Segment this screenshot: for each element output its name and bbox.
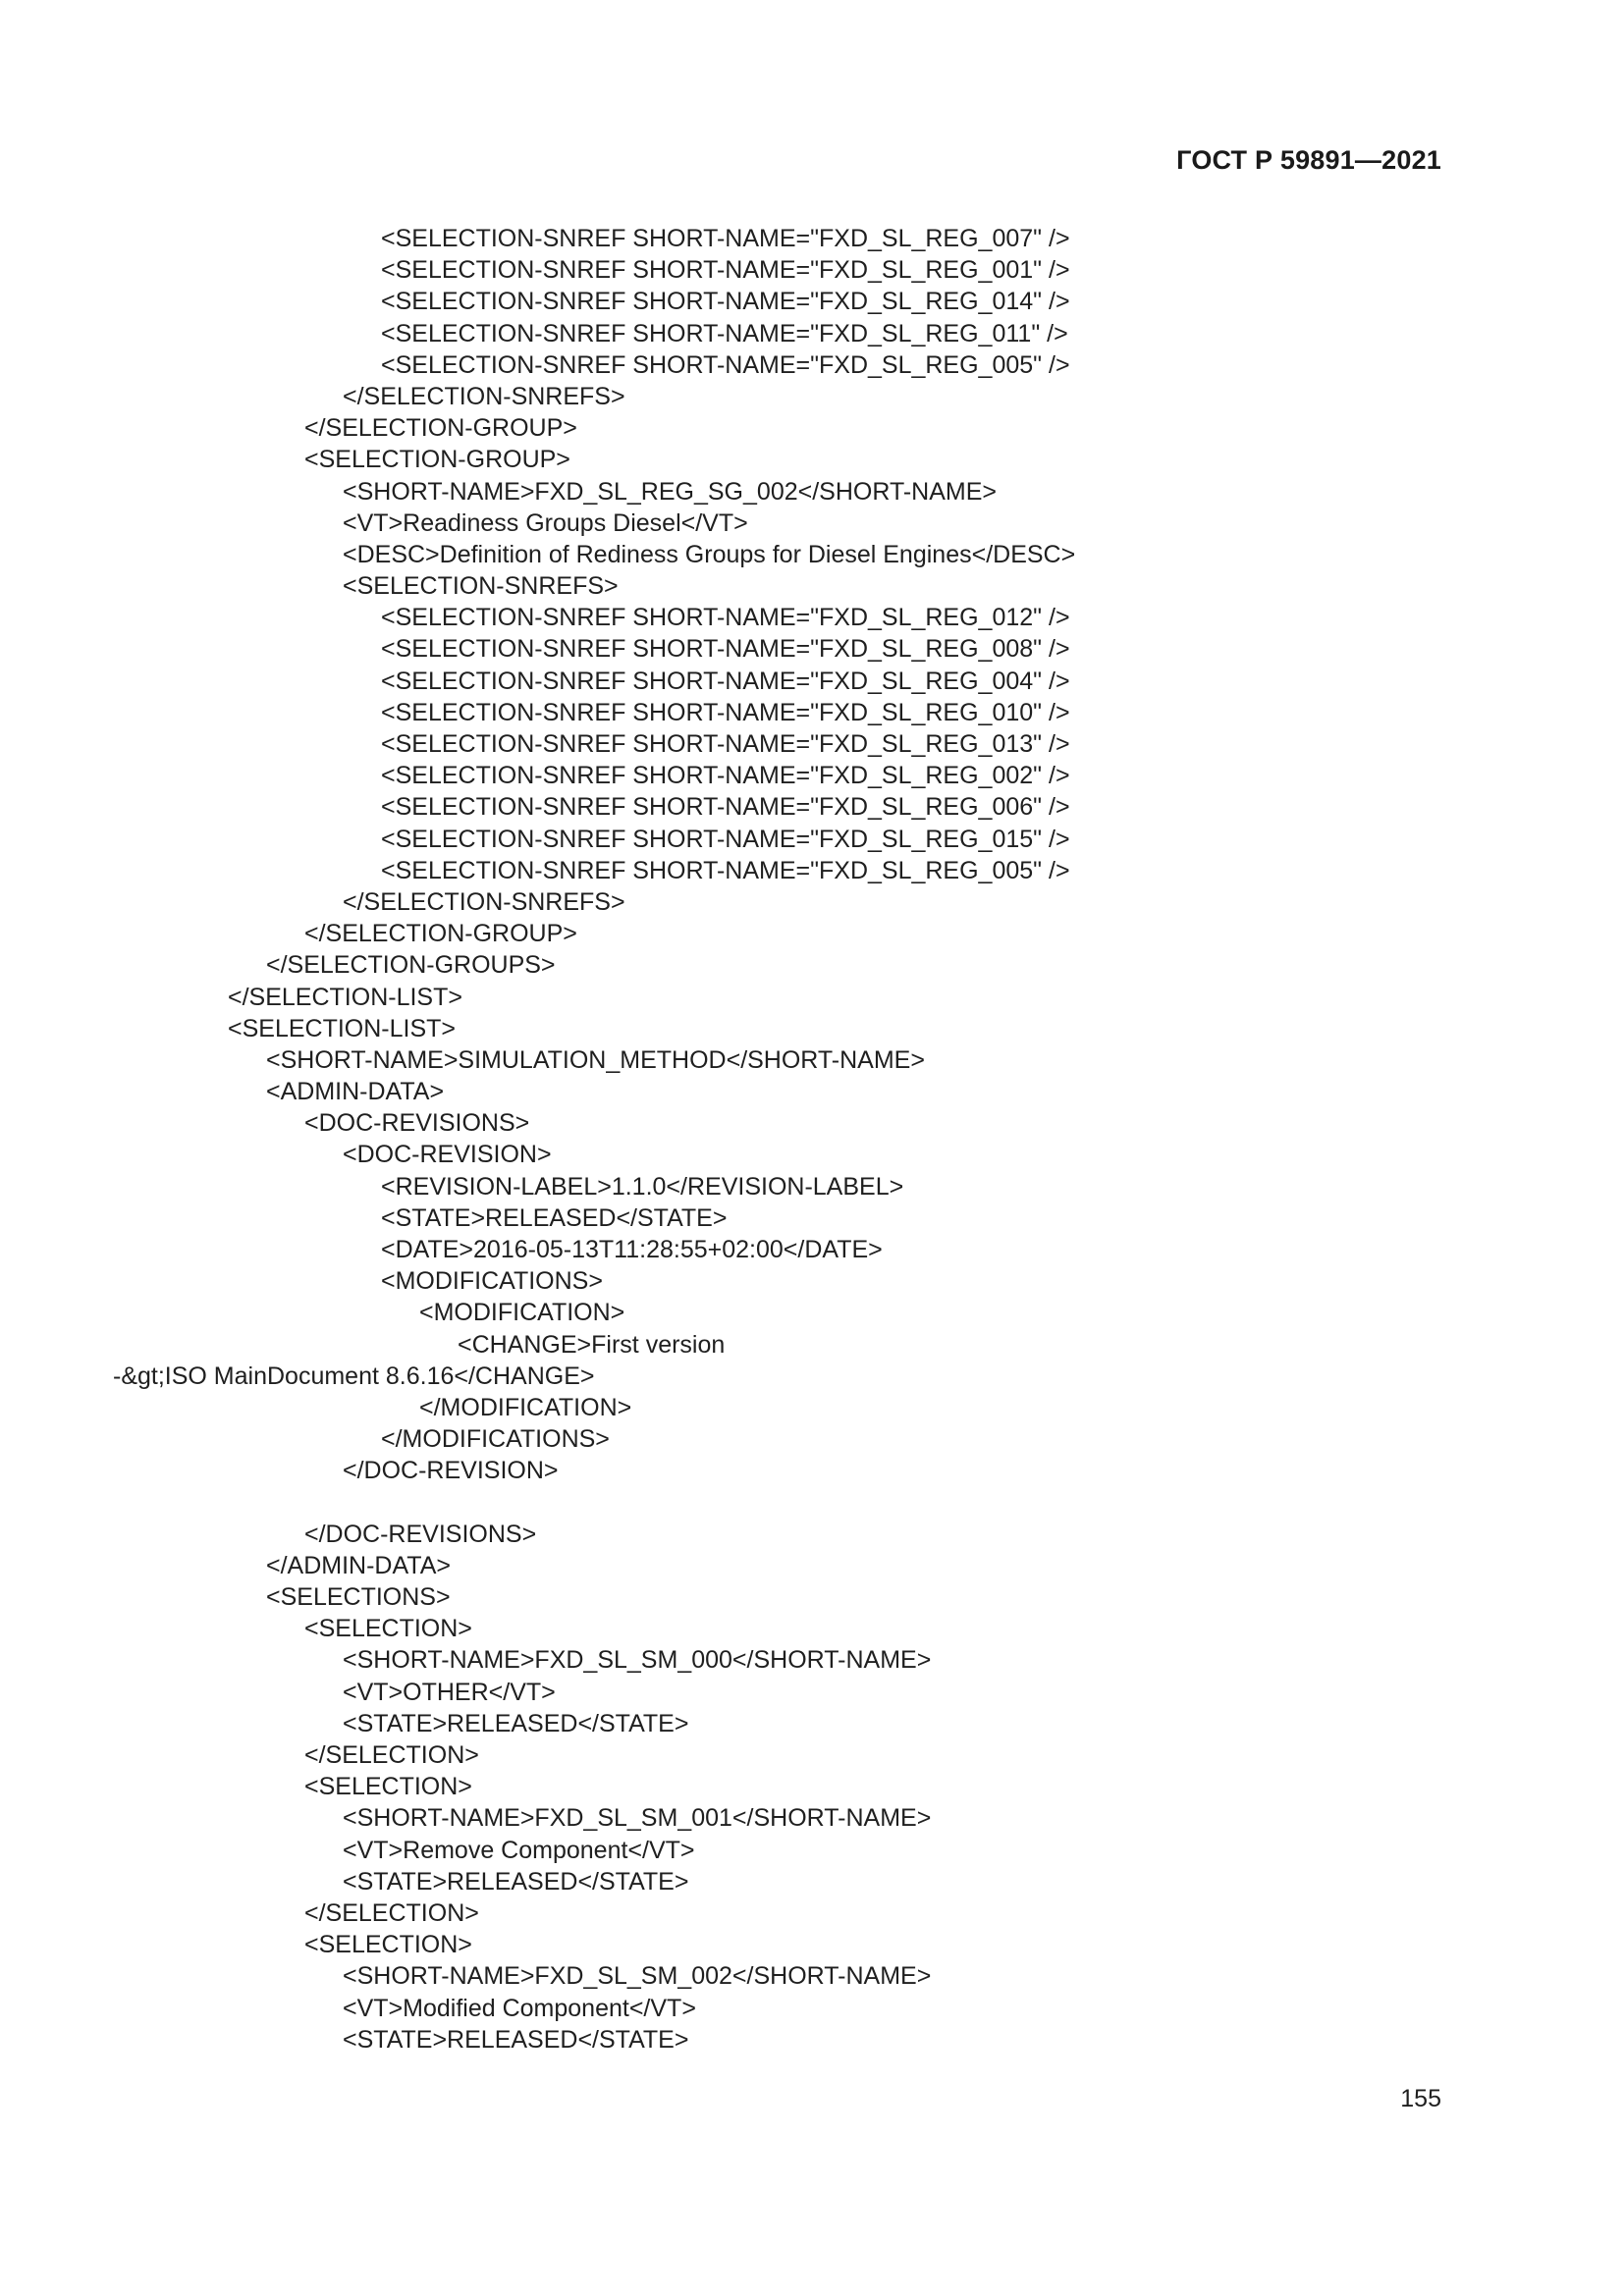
code-line: <SELECTION-SNREF SHORT-NAME="FXD_SL_REG_008" />: [381, 635, 1070, 664]
code-line: </SELECTION-LIST>: [228, 983, 462, 1011]
code-line: <SELECTION-SNREF SHORT-NAME="FXD_SL_REG_005" />: [381, 856, 1070, 884]
code-line: </SELECTION-SNREFS>: [343, 887, 625, 916]
code-line: <SHORT-NAME>FXD_SL_SM_000</SHORT-NAME>: [343, 1646, 932, 1675]
code-line: <SELECTION-SNREF SHORT-NAME="FXD_SL_REG_005" />: [381, 350, 1070, 379]
code-line: <DOC-REVISIONS>: [304, 1109, 530, 1138]
code-line: <SELECTION-GROUP>: [304, 446, 570, 474]
code-line: </DOC-REVISION>: [343, 1457, 559, 1485]
code-line: <STATE>RELEASED</STATE>: [343, 2025, 689, 2054]
code-line: <CHANGE>First version: [458, 1330, 726, 1359]
code-line: </SELECTION-GROUP>: [304, 920, 577, 948]
code-line: <DOC-REVISION>: [343, 1141, 552, 1169]
code-line: <SELECTION-SNREF SHORT-NAME="FXD_SL_REG_013" />: [381, 730, 1070, 758]
code-line: <VT>OTHER</VT>: [343, 1678, 556, 1706]
standard-code-header: ГОСТ Р 59891—2021: [1176, 145, 1441, 175]
code-line: [0, 1487, 1624, 1519]
code-line: </MODIFICATIONS>: [381, 1425, 610, 1454]
code-line: -&gt;ISO MainDocument 8.6.16</CHANGE>: [113, 1362, 595, 1390]
code-line: <SELECTION-SNREF SHORT-NAME="FXD_SL_REG_001" />: [381, 256, 1070, 285]
code-line: <SELECTION-SNREF SHORT-NAME="FXD_SL_REG_002" />: [381, 762, 1070, 790]
code-line: <SELECTION-SNREF SHORT-NAME="FXD_SL_REG_004" />: [381, 667, 1070, 695]
code-line: <ADMIN-DATA>: [266, 1078, 445, 1106]
code-line: <STATE>RELEASED</STATE>: [343, 1709, 689, 1737]
code-line: <SELECTIONS>: [266, 1583, 451, 1612]
code-line: </SELECTION-GROUP>: [304, 414, 577, 443]
code-line: </DOC-REVISIONS>: [304, 1520, 537, 1548]
code-line: <SELECTION-SNREF SHORT-NAME="FXD_SL_REG_007" />: [381, 225, 1070, 252]
code-line: <SELECTION-SNREF SHORT-NAME="FXD_SL_REG_015" />: [381, 825, 1070, 853]
code-line: <STATE>RELEASED</STATE>: [381, 1203, 728, 1232]
code-line: </MODIFICATION>: [419, 1393, 632, 1421]
code-line: <SHORT-NAME>SIMULATION_METHOD</SHORT-NAME>: [266, 1045, 925, 1074]
code-line: <STATE>RELEASED</STATE>: [343, 1867, 689, 1896]
xml-code-block: [0, 223, 1624, 2056]
code-line: <SELECTION-SNREFS>: [343, 572, 619, 601]
code-line: <SELECTION-SNREF SHORT-NAME="FXD_SL_REG_011" />: [381, 319, 1068, 347]
code-line: </SELECTION-GROUPS>: [266, 951, 556, 980]
code-line: <SELECTION>: [304, 1615, 472, 1643]
code-line: <SELECTION>: [304, 1773, 472, 1801]
page-number: 155: [1400, 2085, 1441, 2112]
code-line: <VT>Readiness Groups Diesel</VT>: [343, 508, 748, 537]
code-line: <SELECTION-SNREF SHORT-NAME="FXD_SL_REG_014" />: [381, 288, 1070, 316]
code-line: <SHORT-NAME>FXD_SL_REG_SG_002</SHORT-NAME>: [343, 477, 997, 506]
code-line: <VT>Modified Component</VT>: [343, 1994, 696, 2022]
code-line: <SHORT-NAME>FXD_SL_SM_002</SHORT-NAME>: [343, 1962, 932, 1991]
code-line: <DATE>2016-05-13T11:28:55+02:00</DATE>: [381, 1236, 883, 1263]
code-line: <SELECTION-SNREF SHORT-NAME="FXD_SL_REG_006" />: [381, 793, 1070, 822]
code-line: </SELECTION>: [304, 1741, 479, 1769]
code-line: <SELECTION-LIST>: [228, 1014, 457, 1042]
code-line: </SELECTION-SNREFS>: [343, 382, 625, 410]
code-line: <REVISION-LABEL>1.1.0</REVISION-LABEL>: [381, 1172, 904, 1201]
code-line: <SELECTION>: [304, 1931, 472, 1959]
code-line: <MODIFICATION>: [419, 1299, 625, 1327]
code-line: <MODIFICATIONS>: [381, 1267, 603, 1296]
code-line: <DESC>Definition of Rediness Groups for Diesel Engines</DESC>: [343, 540, 1076, 568]
code-line: </ADMIN-DATA>: [266, 1551, 451, 1579]
code-line: <SHORT-NAME>FXD_SL_SM_001</SHORT-NAME>: [343, 1804, 932, 1833]
code-line: <VT>Remove Component</VT>: [343, 1836, 695, 1864]
code-line: </SELECTION>: [304, 1898, 479, 1927]
code-line: <SELECTION-SNREF SHORT-NAME="FXD_SL_REG_012" />: [381, 604, 1070, 632]
code-line: <SELECTION-SNREF SHORT-NAME="FXD_SL_REG_010" />: [381, 698, 1070, 726]
